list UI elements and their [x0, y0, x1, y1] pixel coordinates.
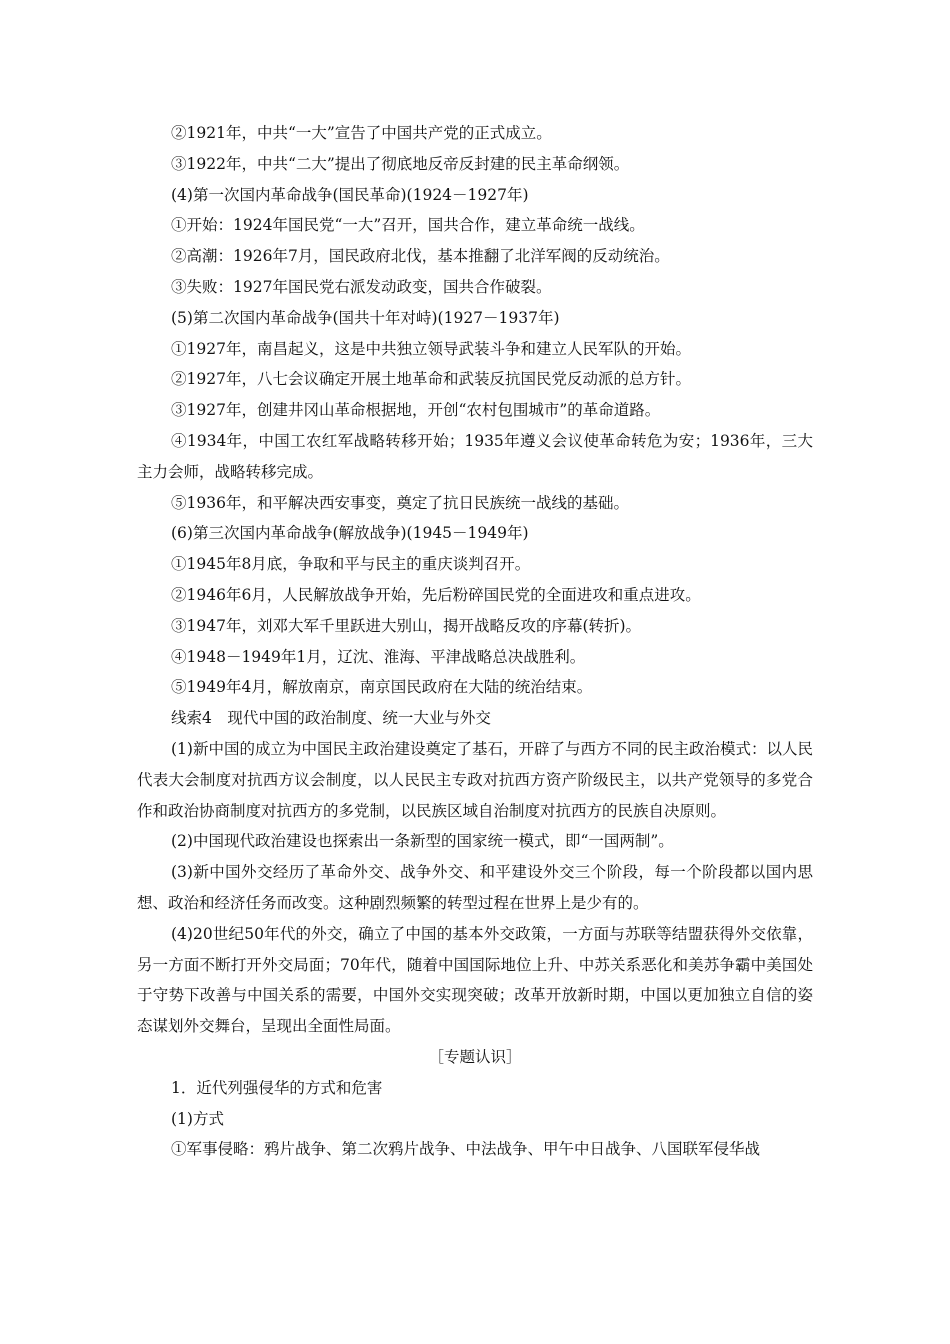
- paragraph-line: ③1947年，刘邓大军千里跃进大别山，揭开战略反攻的序幕(转折)。: [171, 616, 642, 635]
- paragraph-line: ⑤1949年4月，解放南京，南京国民政府在大陆的统治结束。: [171, 678, 593, 697]
- paragraph-line: ②1946年6月，人民解放战争开始，先后粉碎国民党的全面进攻和重点进攻。: [171, 585, 701, 604]
- paragraph-line: ①开始：1924年国民党“一大”召开，国共合作，建立革命统一战线。: [171, 216, 645, 235]
- paragraph-line: ①1945年8月底，争取和平与民主的重庆谈判召开。: [171, 555, 531, 574]
- paragraph-line: (2)中国现代政治建设也探索出一条新型的国家统一模式，即“一国两制”。: [171, 832, 674, 851]
- paragraph-line: ③失败：1927年国民党右派发动政变，国共合作破裂。: [171, 277, 552, 296]
- topic-heading: ［专题认识］: [428, 1047, 522, 1066]
- paragraph: (3)新中国外交经历了革命外交、战争外交、和平建设外交三个阶段，每一个阶段都以国内思想、政治和经济任务而改变。这种剧烈频繁的转型过程在世界上是少有的。: [137, 863, 813, 912]
- paragraph: (4)20世纪50年代的外交，确立了中国的基本外交政策，一方面与苏联等结盟获得外交依靠，另一方面不断打开外交局面；70年代，随着中国国际地位上升、中苏关系恶化和美苏争霸中美国处于守势下改善与中国关系的需要，中国外交实现突破；改革开放新时期，中国以更加独立自信的姿态谋划外交舞台，呈现出全面性局面。: [137, 924, 813, 1036]
- section-heading: 1．近代列强侵华的方式和危害: [171, 1078, 383, 1097]
- paragraph-line: ②高潮：1926年7月，国民政府北伐，基本推翻了北洋军阀的反动统治。: [171, 247, 670, 266]
- paragraph-line: ②1921年，中共“一大”宣告了中国共产党的正式成立。: [171, 124, 552, 142]
- paragraph-line: ④1948－1949年1月，辽沈、淮海、平津战略总决战胜利。: [171, 647, 586, 666]
- paragraph-line: ③1922年，中共“二大”提出了彻底地反帝反封建的民主革命纲领。: [171, 154, 630, 173]
- paragraph-line: ①1927年，南昌起义，这是中共独立领导武装斗争和建立人民军队的开始。: [171, 339, 691, 358]
- paragraph: (1)新中国的成立为中国民主政治建设奠定了基石，开辟了与西方不同的民主政治模式：以人民代表大会制度对抗西方议会制度，以人民民主专政对抗西方资产阶级民主，以共产党领导的多党合作和政治协商制度对抗西方的多党制，以民族区域自治制度对抗西方的民族自决原则。: [137, 739, 813, 820]
- paragraph: ④1934年，中国工农红军战略转移开始；1935年遵义会议使革命转危为安；1936年，三大主力会师，战略转移完成。: [137, 431, 813, 481]
- section-heading: (5)第二次国内革命战争(国共十年对峙)(1927－1937年): [171, 308, 560, 327]
- paragraph-line: ②1927年，八七会议确定开展土地革命和武装反抗国民党反动派的总方针。: [171, 370, 691, 389]
- paragraph-line: ⑤1936年，和平解决西安事变，奠定了抗日民族统一战线的基础。: [171, 493, 629, 512]
- document-body: [137, 118, 813, 1165]
- clue-heading: 线索4 现代中国的政治制度、统一大业与外交: [171, 709, 491, 728]
- paragraph-line: ③1927年，创建井冈山革命根据地，开创“农村包围城市”的革命道路。: [171, 401, 661, 420]
- subsection-heading: (1)方式: [171, 1109, 224, 1128]
- section-heading: (6)第三次国内革命战争(解放战争)(1945－1949年): [171, 524, 529, 543]
- paragraph-line: ①军事侵略：鸦片战争、第二次鸦片战争、中法战争、甲午中日战争、八国联军侵华战: [171, 1140, 761, 1159]
- section-heading: (4)第一次国内革命战争(国民革命)(1924－1927年): [171, 185, 529, 204]
